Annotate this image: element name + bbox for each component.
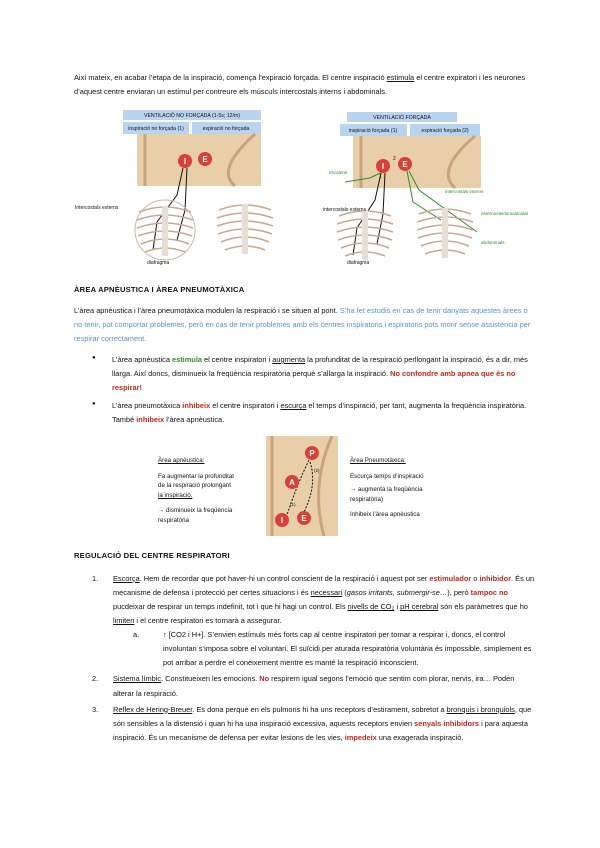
- i1-t5: (: [342, 588, 347, 598]
- i3-t5: una exagerada inspiració.: [376, 732, 464, 742]
- i2-title: Sistema límbic: [113, 674, 162, 684]
- right-green-a: escalens: [329, 170, 348, 175]
- i1-t10: i el centre respiratori es tornarà a assegurar.: [134, 616, 282, 626]
- regulation-item-hering-breuer: [92, 703, 536, 745]
- i3-red2: impedeix: [344, 732, 377, 742]
- right-box-a-label: inspiració forçada (1): [348, 128, 398, 134]
- right-box-b-label: expiració forçada (2): [421, 128, 469, 134]
- pneumotaxic-box: [350, 456, 424, 520]
- b1-text-b: el centre inspiratori i: [202, 355, 273, 364]
- right-green-c: intercostals interns: [445, 189, 484, 194]
- regulation-item-cortex: [92, 572, 536, 670]
- right-title: VENTILACIÓ FORÇADA: [373, 115, 431, 121]
- section1-blue-text: S’ha fet estudis en cas de tenir danyats aquestes àrees o no tenir, pot comportar problemes, però en cas de tenir problemes amb els centres inspiratoris i espiratoris pots morir sense assistència per respirar correctament.: [74, 306, 531, 344]
- section1-text: L’àrea apnèustica i l’àrea pneumotàxica modulen la respiració i se situen al pont.: [74, 306, 340, 315]
- right-caption-a: intercostals externs: [323, 207, 367, 213]
- i3-t4: i para aquesta inspiració. És un mecanisme de defensa per evitar lesions de les vies,: [113, 718, 528, 742]
- i3-red1: senyals inhibidors: [414, 718, 480, 728]
- b1-underline: augmenta: [272, 355, 306, 364]
- area-bullet-list: [92, 353, 536, 431]
- i2-red: No: [259, 674, 270, 684]
- b2-red2: inhibeix: [136, 415, 165, 425]
- b1-text-c: la profunditat de la respiració perllongant la inspiració, és a dir, més llarga. Així doncs, disminueix la freqüència respiratòria perquè s’allarga la inspiració.: [112, 355, 528, 379]
- i1-u2: nivells de CO₂: [347, 602, 395, 612]
- b2-text-c: el temps d’inspiració, per tant, augmenta la freqüència inspiratòria. També: [112, 401, 527, 425]
- right-e-letter: E: [402, 160, 408, 169]
- apneustic-line-5: respiratòria: [158, 517, 189, 525]
- fig2-n1: (1): [290, 502, 296, 507]
- regulation-list: [92, 572, 536, 747]
- i1-t7: pucdeixar de respirar un temps indefinit, tot i que hi hagi un control. Els: [113, 602, 348, 612]
- i1-red1: estimulador: [429, 574, 472, 583]
- apneustic-line-2: de la respiració prolongant: [158, 482, 231, 490]
- intro-underline: estimula: [386, 73, 415, 82]
- i1-t3: o: [471, 574, 480, 583]
- i1-u4: limiten: [113, 616, 135, 626]
- i1-t4: . És un mecanisme de defensa i protecció per certes situacions i és: [113, 574, 535, 598]
- fig2-n2: (2): [314, 468, 320, 473]
- p-letter: P: [309, 449, 315, 458]
- left-box-a-label: inspiració no forçada (1): [128, 126, 184, 132]
- i1-red2: inhibidor: [479, 574, 512, 583]
- intro-text-end: el centre expiratori i les neurones d’aquest centre enviaran un estímul per contreure els músculs intercostals interns i abdominals.: [74, 73, 526, 97]
- right-caption-b: diafragma: [347, 260, 370, 266]
- pons-figure: [150, 436, 450, 536]
- b2-red1: inhibeix: [182, 401, 211, 411]
- item-number: 1.: [92, 574, 99, 583]
- right-i-letter: I: [381, 162, 385, 171]
- b2-text-a: L’àrea pneumotàxica: [112, 401, 183, 411]
- i1-italic: gasos irritants, submergir-se…: [346, 588, 448, 598]
- right-green-b: esternocleidomastoidal: [481, 211, 528, 216]
- right-green-d: abdominals: [481, 240, 505, 245]
- b2-text-d: l’àrea apnèustica.: [164, 415, 225, 425]
- ventilation-figure: [75, 110, 535, 268]
- apneustic-line-3: la inspiració.: [158, 491, 193, 499]
- intro-text: Així mateix, en acabar l’etapa de la inspiració, comença l’expiració forçada. El centre inspiració: [74, 73, 387, 82]
- i2-t3: respirem igual segons l’emoció que sentim com plorar, nervis, ira… Poden alterar la respiració.: [113, 674, 515, 698]
- apneustic-line-1: Fa augmentar la profunditat: [158, 472, 235, 480]
- intro-paragraph: [74, 71, 536, 99]
- apneustic-line-4: → disminueix la freqüència: [158, 507, 233, 515]
- i1-t8: i: [394, 602, 401, 612]
- pneumotaxic-line-4: Inhibeix l’àrea apnèustica: [350, 511, 420, 519]
- subitem-number: a.: [133, 630, 140, 640]
- i1-t9: són els paràmetres que ho: [438, 602, 528, 612]
- pneumotaxic-line-2: → augmenta la freqüència: [350, 486, 423, 494]
- right-ribcage-2: [417, 208, 473, 258]
- left-caption-a: Intercostals externs: [75, 205, 119, 211]
- i1-t2: . Hem de recordar que pot haver-hi un control conscient de la respiració i aquest pot ser: [139, 574, 430, 583]
- i3-title: Reflex de Hering-Breuer: [113, 704, 193, 714]
- i1-t6: ), però: [447, 588, 471, 598]
- left-box-b-label: expiració no forçada: [202, 126, 250, 132]
- pneumotaxic-line-1: Escurça temps d’inspiració: [350, 472, 424, 480]
- bullet-apneustic: [92, 353, 536, 395]
- bullet-pneumotaxic: [92, 399, 536, 427]
- i1-u1: necessari: [310, 588, 343, 598]
- b1-text-a: L’àrea apnèustica: [112, 355, 172, 364]
- right-num-1: 1: [379, 174, 382, 180]
- section1-paragraph: [74, 304, 536, 346]
- right-ribcage: [337, 210, 393, 260]
- right-brainstem: [353, 136, 481, 188]
- item-number: 2.: [92, 674, 99, 684]
- i3-t2: . Es dona perquè en els pulmons hi ha uns receptors d’estirament, sobretot a: [192, 704, 447, 714]
- apneustic-title: Àrea apnèustica:: [158, 457, 205, 464]
- b1-green: estimula: [172, 355, 202, 364]
- b2-text-b: el centre inspiratori i: [210, 401, 281, 411]
- e-letter: E: [301, 514, 307, 523]
- apneustic-box: [158, 456, 234, 526]
- left-ribcage: [135, 200, 195, 260]
- i3-u1: bronquis i bronquiols: [446, 704, 515, 714]
- item-number: 3.: [92, 704, 99, 714]
- left-i-letter: I: [183, 157, 187, 166]
- regulation-subitem-a: [133, 628, 536, 670]
- left-caption-b: diafragma: [147, 260, 170, 266]
- i1-red3: tampoc no: [470, 588, 509, 598]
- pneumotaxic-line-3: respiratòria): [350, 495, 384, 503]
- pneumotaxic-title: Àrea Pneumotàxica:: [350, 457, 406, 464]
- b2-underline: escurça: [280, 401, 307, 411]
- regulation-item-limbic: [92, 672, 536, 700]
- section-heading-1: ÀREA APNÈUSTICA I ÀREA PNEUMOTÀXICA: [74, 285, 245, 294]
- subitem-text: ↑ [CO2 i H+]. S’envien estímuls més forts cap al centre inspiratori per tornar a respirar i, doncs, el control involuntari s’imposa sobre el voluntari. El suïcidi per aturada respiratòria voluntària és impossible, simplement es pot arribar a perdre el coneixement mentre es manté la respiració inconscient.: [163, 630, 532, 668]
- a-letter: A: [289, 478, 295, 487]
- left-title: VENTILACIÓ NO FORÇADA (1-5s; 12/m): [144, 113, 240, 119]
- pons-illustration: [266, 436, 338, 536]
- right-num-2: 2: [393, 156, 396, 162]
- i3-t3: , que són sensibles a la distensió i quan hi ha una inspiració excessiva, aquests receptors envien: [113, 704, 532, 728]
- i1-u3: pH cerebral: [400, 602, 439, 612]
- left-e-letter: E: [202, 155, 208, 164]
- i1-title: Escorça: [113, 574, 140, 583]
- b1-red: No confondre amb apnea que és no respirar!: [112, 369, 516, 393]
- i-letter: I: [280, 516, 284, 525]
- section-heading-2: REGULACIÓ DEL CENTRE RESPIRATORI: [74, 551, 230, 560]
- i2-t2: . Constitueixen les emocions.: [161, 674, 260, 684]
- left-ribcage-2: [217, 204, 273, 254]
